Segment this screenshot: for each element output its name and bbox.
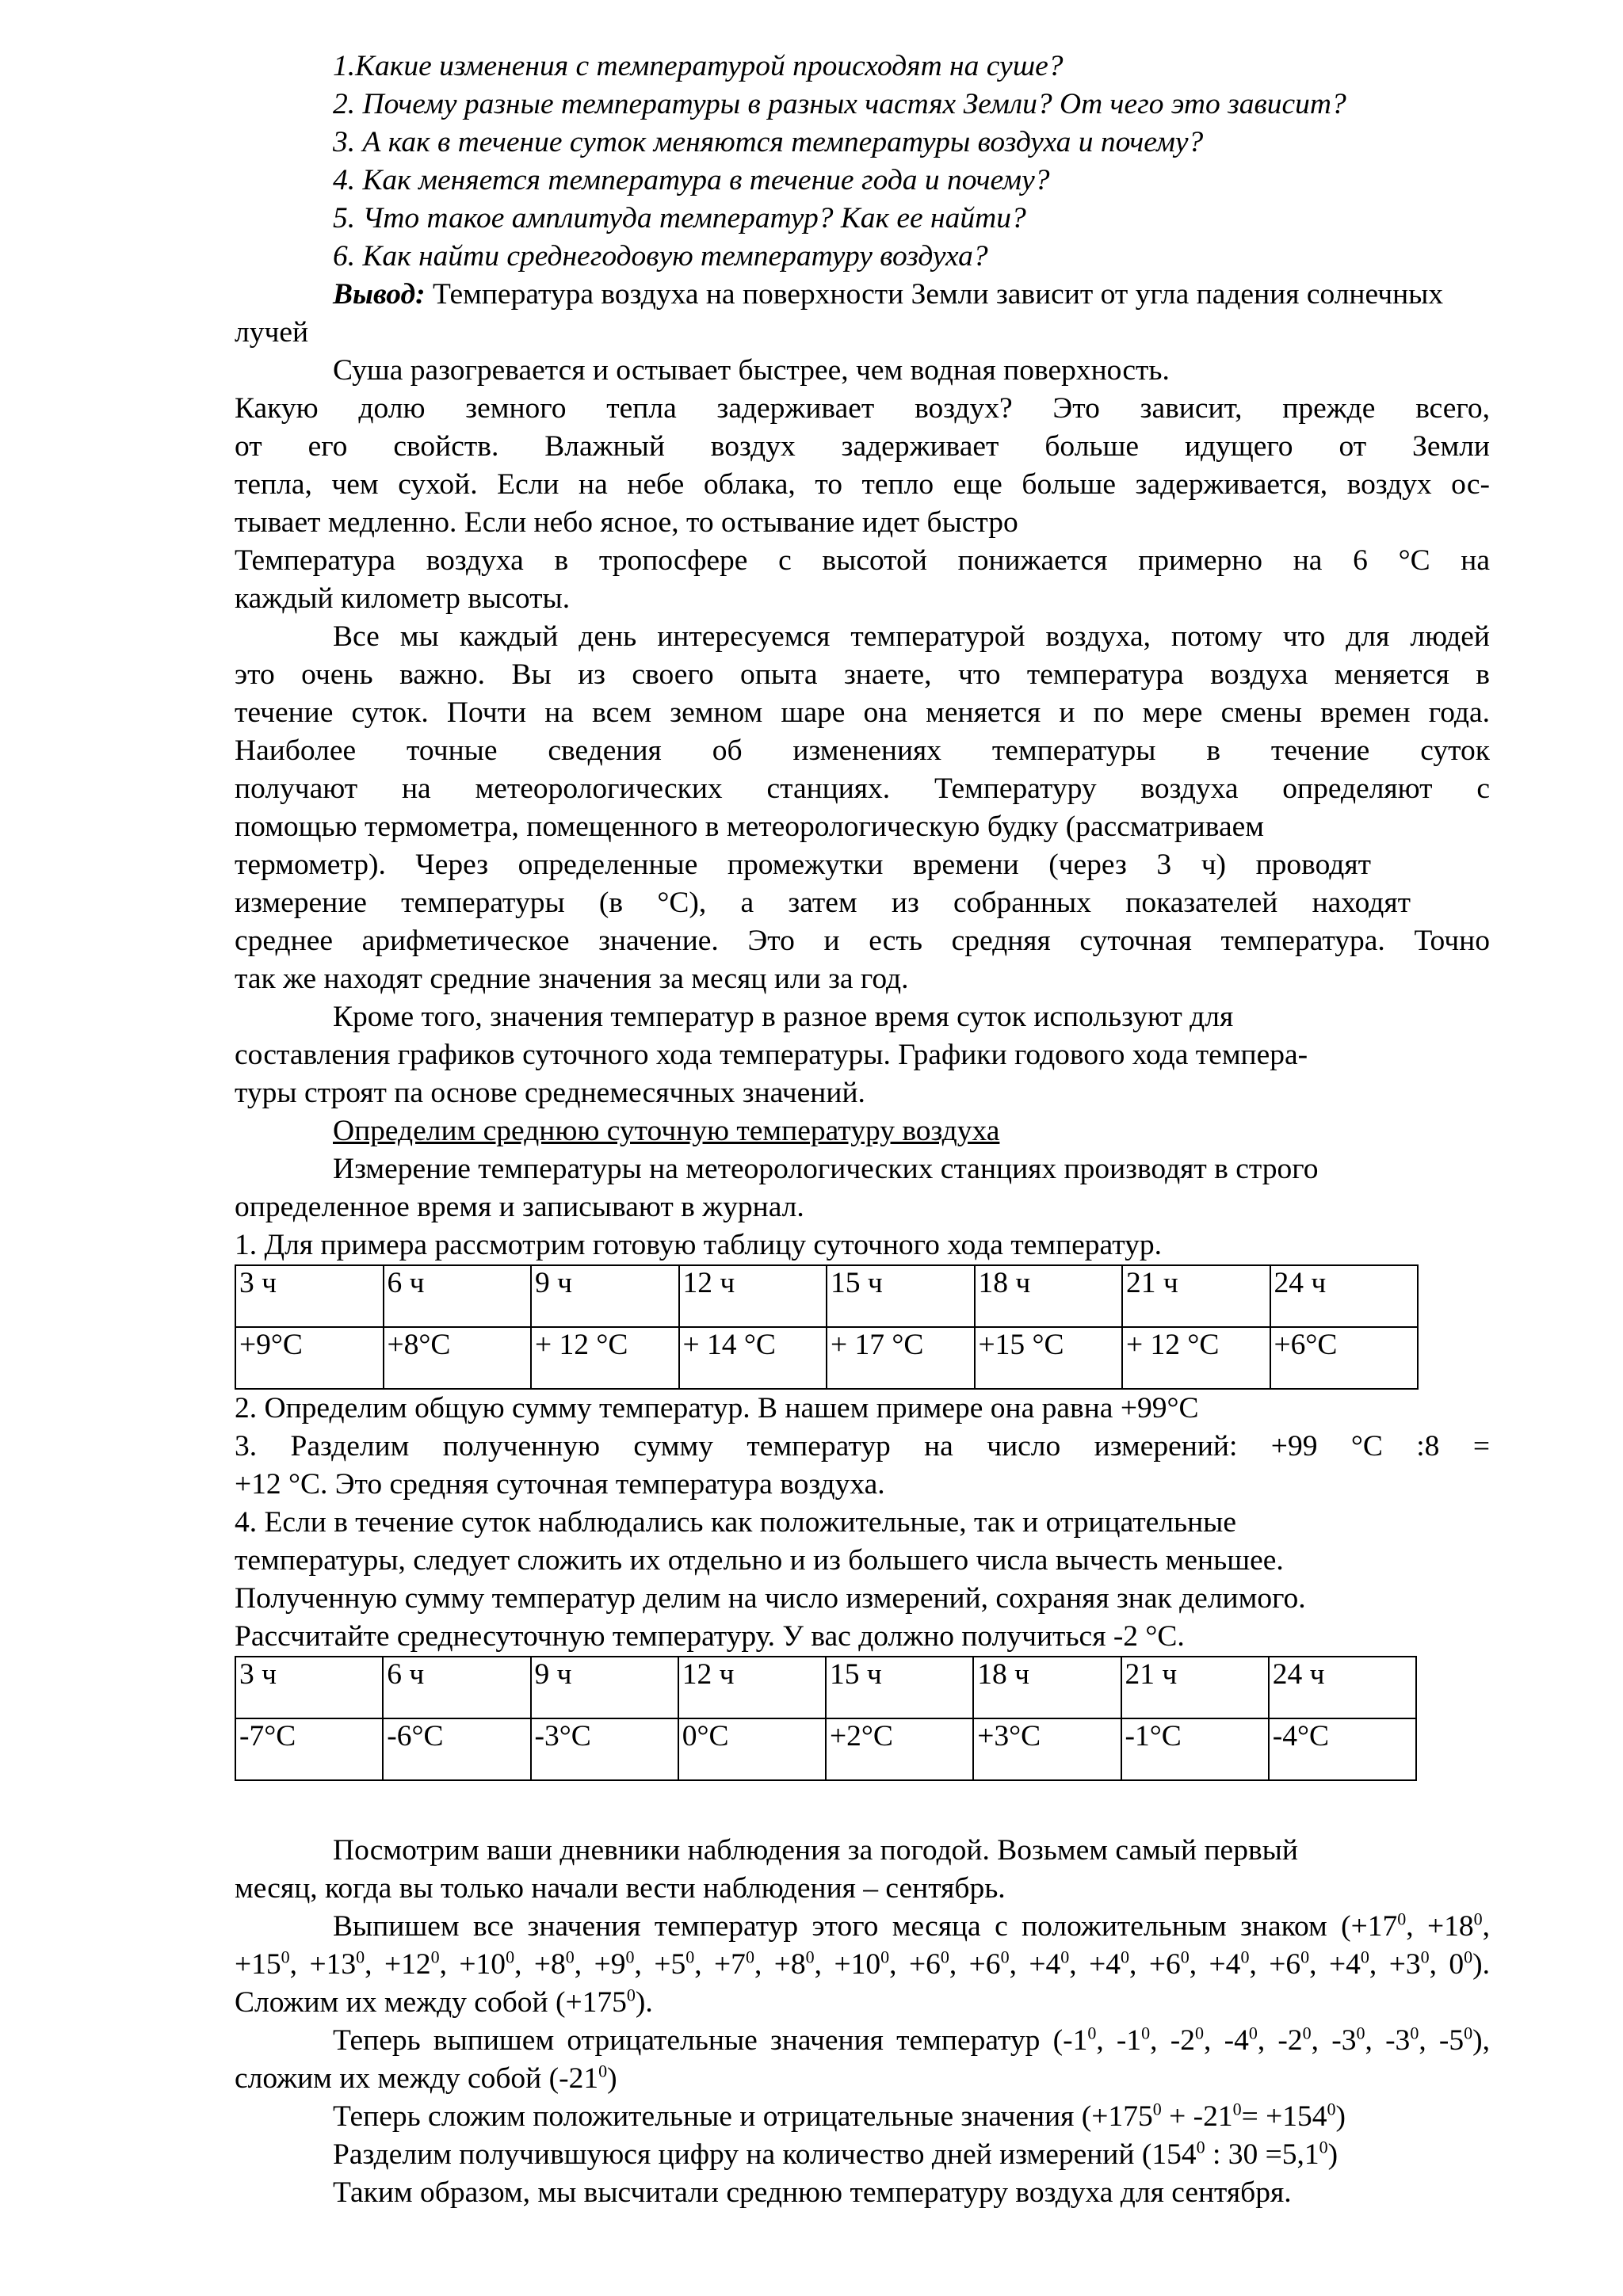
land-heats-line: Суша разогревается и остывает быстрее, чем водная поверхность. — [333, 354, 1170, 387]
question-1: 1.Какие изменения с температурой происходят на суше? — [333, 50, 1064, 82]
degree-mark: 0 — [685, 1947, 695, 1967]
table-cell: + 17 °С — [827, 1327, 975, 1389]
positive-value: +9 — [594, 1948, 626, 1981]
interest-paragraph — [235, 618, 1490, 998]
table-cell: 24 ч — [1269, 1657, 1416, 1718]
table-cell: 6 ч — [383, 1657, 530, 1718]
step-2: 2. Определим общую сумму температур. В нашем примере она равна +99°С — [235, 1392, 1199, 1425]
table-cell: -7°С — [235, 1718, 383, 1780]
degree-mark: 0 — [1121, 1947, 1129, 1967]
positive-value: +15 — [235, 1948, 281, 1981]
text-line: Какую долю земного тепла задерживает воздух? Это зависит, прежде всего, — [235, 392, 1490, 425]
table-row-temps — [235, 1718, 1416, 1780]
text-line: так же находят средние значения за месяц или за год. — [235, 963, 909, 995]
degree-mark: 0 — [805, 1947, 815, 1967]
text-line: течение суток. Почти на всем земном шаре она меняется и по мере смены времен года. — [235, 696, 1490, 729]
air-paragraph — [235, 390, 1490, 542]
degree-mark: 0 — [1464, 2023, 1473, 2043]
positive-values-paragraph: Выпишем все значения температур этого месяца с положительным знаком ($+17^0$, $+18^0$, $+15^0$, $+13^0$, $+12^0$, $+10^0$, $+8^0$, $+9^0$, $+5^0$, $+7^0$, $+8^0$, $+10^0$, $+6^0$, $+6^0$, $+4^0$, $+4^0$, $+6^0$, $+4^0$, $+6^0$, $+4^0$, $+3^0$, $0^0$). Сложим их между собой $(+175^0)$. — [235, 1909, 1491, 2019]
text-line: туры строят па основе среднемесячных значений. — [235, 1077, 865, 1109]
step-3 — [235, 1428, 1490, 1504]
text-line: каждый километр высоты. — [235, 582, 571, 615]
table-cell: 6 ч — [384, 1265, 532, 1327]
divide-line: Разделим получившуюся цифру на количество дней измерений ($154^0$ : $30 =5,1^0$) — [333, 2137, 1338, 2171]
positive-value: +6 — [908, 1948, 941, 1981]
text-line: 3. Разделим полученную сумму температур на число измерений: +99 °С :8 = — [235, 1430, 1490, 1463]
degree-mark: 0 — [1356, 2023, 1365, 2043]
negative-value: -1 — [1116, 2024, 1142, 2057]
daily-temperature-table-2 — [235, 1656, 1417, 1781]
table-cell: 9 ч — [531, 1265, 679, 1327]
text-line: Наиболее точные сведения об изменениях температуры в течение суток — [235, 734, 1490, 767]
degree-mark: 0 — [1302, 2023, 1312, 2043]
text-line: Посмотрим ваши дневники наблюдения за погодой. Возьмем самый первый — [333, 1834, 1298, 1867]
degree-mark: 0 — [1141, 2023, 1151, 2043]
degree-mark: 0 — [1300, 1947, 1310, 1967]
degree-mark: 0 — [1180, 1947, 1190, 1967]
positive-values-list: $+17^0$, $+18^0$, $+15^0$, $+13^0$, $+12^0$, $+10^0$, $+8^0$, $+9^0$, $+5^0$, $+7^0$, $+8^0$, $+10^0$, $+6^0$, $+6^0$, $+4^0$, $+4^0$, $+6^0$, $+4^0$, $+6^0$, $+4^0$, $+3^0$, $0^0$ — [235, 1909, 1491, 1981]
measure-paragraph — [235, 1150, 1490, 1226]
final-line: Таким образом, мы высчитали среднюю температуру воздуха для сентября. — [333, 2176, 1292, 2209]
degree-mark: 0 — [1420, 1947, 1430, 1967]
degree-mark: 0 — [1248, 2023, 1258, 2043]
text-line: Все мы каждый день интересуемся температурой воздуха, потому что для людей — [333, 620, 1490, 653]
negative-value: -3 — [1331, 2024, 1357, 2057]
text-line: Измерение температуры на метеорологических станциях производят в строго — [333, 1153, 1319, 1185]
table-cell: + 12 °С — [531, 1327, 679, 1389]
text-line: тывает медленно. Если небо ясное, то остывание идет быстро — [235, 506, 1018, 539]
positive-value: +12 — [384, 1948, 431, 1981]
degree-mark: 0 — [940, 1947, 949, 1967]
table-cell: -4°С — [1269, 1718, 1416, 1780]
table-cell: 3 ч — [235, 1265, 384, 1327]
question-3: 3. А как в течение суток меняются температуры воздуха и почему? — [333, 126, 1204, 158]
degree-mark: 0 — [1087, 2023, 1097, 2043]
conclusion-paragraph — [235, 276, 1490, 352]
degree-mark: 0 — [1240, 1947, 1250, 1967]
text-line: Температура воздуха в тропосфере с высотой понижается примерно на 6 °С на — [235, 544, 1490, 577]
negative-sum: -21 — [559, 2062, 599, 2095]
step-1: 1. Для примера рассмотрим готовую таблицу суточного хода температур. — [235, 1229, 1162, 1261]
negative-value: -2 — [1277, 2024, 1303, 2057]
text-line: температуры, следует сложить их отдельно и из большего числа вычесть меньшее. — [235, 1544, 1284, 1577]
text-line: Полученную сумму температур делим на число измерений, сохраняя знак делимого. — [235, 1582, 1306, 1615]
graphs-paragraph — [235, 998, 1490, 1112]
text-line: Кроме того, значения температур в разное время суток используют для — [333, 1001, 1234, 1033]
degree-mark: 0 — [1195, 2023, 1204, 2043]
troposphere-paragraph — [235, 542, 1490, 618]
positive-value: +5 — [654, 1948, 686, 1981]
text-line: +12 °С. Это средняя суточная температура воздуха. — [235, 1468, 885, 1501]
positive-value: +6 — [968, 1948, 1001, 1981]
text-line: измерение температуры (в °С), а затем из собранных показателей находят — [235, 887, 1411, 919]
negative-value: -3 — [1385, 2024, 1411, 2057]
degree-mark: 0 — [1397, 1909, 1407, 1929]
negative-value: -5 — [1438, 2024, 1465, 2057]
positive-value: +8 — [533, 1948, 566, 1981]
degree-mark: 0 — [356, 1947, 365, 1967]
table-cell: -3°С — [531, 1718, 678, 1780]
text-line: помощью термометра, помещенного в метеорологическую будку (рассматриваем — [235, 810, 1264, 843]
positive-intro: Выпишем все значения температур этого месяца с положительным знаком ( — [333, 1910, 1351, 1943]
positive-value: +7 — [714, 1948, 746, 1981]
degree-mark: 0 — [506, 1947, 515, 1967]
positive-value: +6 — [1148, 1948, 1181, 1981]
conclusion-text: Температура воздуха на поверхности Земли зависит от угла падения солнечных лучей — [235, 278, 1444, 349]
degree-mark: 0 — [1473, 1909, 1483, 1929]
document-page — [235, 48, 1490, 2212]
text-line: среднее арифметическое значение. Это и есть средняя суточная температура. Точно — [235, 925, 1490, 957]
degree-mark: 0 — [626, 1985, 636, 2005]
negative-intro: Теперь выпишем отрицательные значения температур ( — [333, 2024, 1064, 2057]
daily-temperature-table-1 — [235, 1264, 1419, 1390]
text-line: тепла, чем сухой. Если на небе облака, то тепло еще больше задерживается, воздух ос- — [235, 468, 1490, 501]
degree-mark: 0 — [598, 2061, 608, 2081]
degree-mark: 0 — [430, 1947, 440, 1967]
table-cell: 12 ч — [679, 1265, 827, 1327]
section-heading: Определим среднюю суточную температуру воздуха — [333, 1115, 1000, 1147]
table-cell: + 12 °С — [1122, 1327, 1270, 1389]
table-cell: 24 ч — [1270, 1265, 1419, 1327]
negative-value: -2 — [1170, 2024, 1195, 2057]
table-cell: +2°С — [826, 1718, 973, 1780]
question-5: 5. Что такое амплитуда температур? Как ее найти? — [333, 202, 1026, 235]
degree-mark: 0 — [281, 1947, 290, 1967]
degree-mark: 0 — [1360, 1947, 1369, 1967]
negative-tail: ), сложим их между собой ( — [235, 2024, 1491, 2095]
table-cell: + 14 °С — [679, 1327, 827, 1389]
positive-value: +6 — [1269, 1948, 1301, 1981]
spacer — [235, 1781, 1490, 1832]
negative-value: -4 — [1224, 2024, 1249, 2057]
table-cell: 3 ч — [235, 1657, 383, 1718]
text-line: 4. Если в течение суток наблюдались как положительные, так и отрицательные — [235, 1506, 1236, 1539]
table-cell: 18 ч — [975, 1265, 1123, 1327]
positive-value: +4 — [1328, 1948, 1361, 1981]
table-cell: +6°С — [1270, 1327, 1419, 1389]
table-row-hours — [235, 1657, 1416, 1718]
positive-value: +4 — [1089, 1948, 1121, 1981]
positive-value: 0 — [1449, 1948, 1465, 1981]
degree-mark: 0 — [1410, 2023, 1419, 2043]
combine-line: Теперь сложим положительные и отрицательные значения $(+175^0 + -21^0= +154^0)$ — [333, 2099, 1346, 2133]
table-cell: 15 ч — [827, 1265, 975, 1327]
table-cell: 18 ч — [973, 1657, 1121, 1718]
positive-value: +3 — [1388, 1948, 1421, 1981]
table-cell: +3°С — [973, 1718, 1121, 1780]
negative-values-list: $-1^0$, $-1^0$, $-2^0$, $-4^0$, $-2^0$, $-3^0$, $-3^0$, $-5^0$ — [1063, 2023, 1473, 2057]
degree-mark: 0 — [1060, 1947, 1070, 1967]
text-line: определенное время и записывают в журнал. — [235, 1191, 804, 1223]
degree-mark: 0 — [745, 1947, 754, 1967]
positive-value: +10 — [834, 1948, 881, 1981]
degree-mark: 0 — [1000, 1947, 1010, 1967]
positive-tail: ). Сложим их между собой ( — [235, 1948, 1491, 2019]
table-row-temps — [235, 1327, 1418, 1389]
text-line: термометр). Через определенные промежутки времени (через 3 ч) проводят — [235, 849, 1371, 881]
table-row-hours — [235, 1265, 1418, 1327]
text-line: Рассчитайте среднесуточную температуру. У вас должно получиться -2 °С. — [235, 1620, 1185, 1653]
negative-value: -1 — [1063, 2024, 1088, 2057]
question-2: 2. Почему разные температуры в разных частях Земли? От чего это зависит? — [333, 88, 1346, 120]
text-line: месяц, когда вы только начали вести наблюдения – сентябрь. — [235, 1872, 1006, 1905]
positive-value: +13 — [309, 1948, 357, 1981]
positive-value: +17 — [1350, 1910, 1398, 1943]
text-line: от его свойств. Влажный воздух задерживает больше идущего от Земли — [235, 430, 1490, 463]
positive-value: +4 — [1209, 1948, 1241, 1981]
positive-value: +4 — [1029, 1948, 1061, 1981]
degree-mark: 0 — [625, 1947, 635, 1967]
positive-sum: +175 — [565, 1986, 627, 2019]
table-cell: 0°С — [678, 1718, 826, 1780]
positive-value: +10 — [459, 1948, 506, 1981]
diary-paragraph — [235, 1832, 1490, 1908]
degree-mark: 0 — [565, 1947, 575, 1967]
table-cell: +15 °С — [975, 1327, 1123, 1389]
question-4: 4. Как меняется температура в течение года и почему? — [333, 164, 1050, 196]
degree-mark: 0 — [880, 1947, 890, 1967]
positive-value: +8 — [773, 1948, 806, 1981]
table-cell: +8°С — [384, 1327, 532, 1389]
questions-list — [235, 48, 1490, 276]
text-line: это очень важно. Вы из своего опыта знаете, что температура воздуха меняется в — [235, 658, 1490, 691]
text-line: получают на метеорологических станциях. Температуру воздуха определяют с — [235, 772, 1490, 805]
table-cell: 21 ч — [1122, 1265, 1270, 1327]
table-cell: 21 ч — [1121, 1657, 1269, 1718]
negative-values-paragraph: Теперь выпишем отрицательные значения температур ($-1^0$, $-1^0$, $-2^0$, $-4^0$, $-2^0$, $-3^0$, $-3^0$, $-5^0$), сложим их между собой $(-21^0)$ — [235, 2023, 1491, 2095]
table-cell: -6°С — [383, 1718, 530, 1780]
conclusion-label: Вывод: — [333, 278, 426, 311]
text-line: составления графиков суточного хода температуры. Графики годового хода темпера- — [235, 1039, 1308, 1071]
table-cell: +9°С — [235, 1327, 384, 1389]
table-cell: 15 ч — [826, 1657, 973, 1718]
question-6: 6. Как найти среднегодовую температуру воздуха? — [333, 240, 988, 273]
step-4 — [235, 1504, 1490, 1656]
degree-mark: 0 — [1464, 1947, 1473, 1967]
table-cell: -1°С — [1121, 1718, 1269, 1780]
table-cell: 9 ч — [531, 1657, 678, 1718]
positive-value: +18 — [1426, 1910, 1474, 1943]
table-cell: 12 ч — [678, 1657, 826, 1718]
